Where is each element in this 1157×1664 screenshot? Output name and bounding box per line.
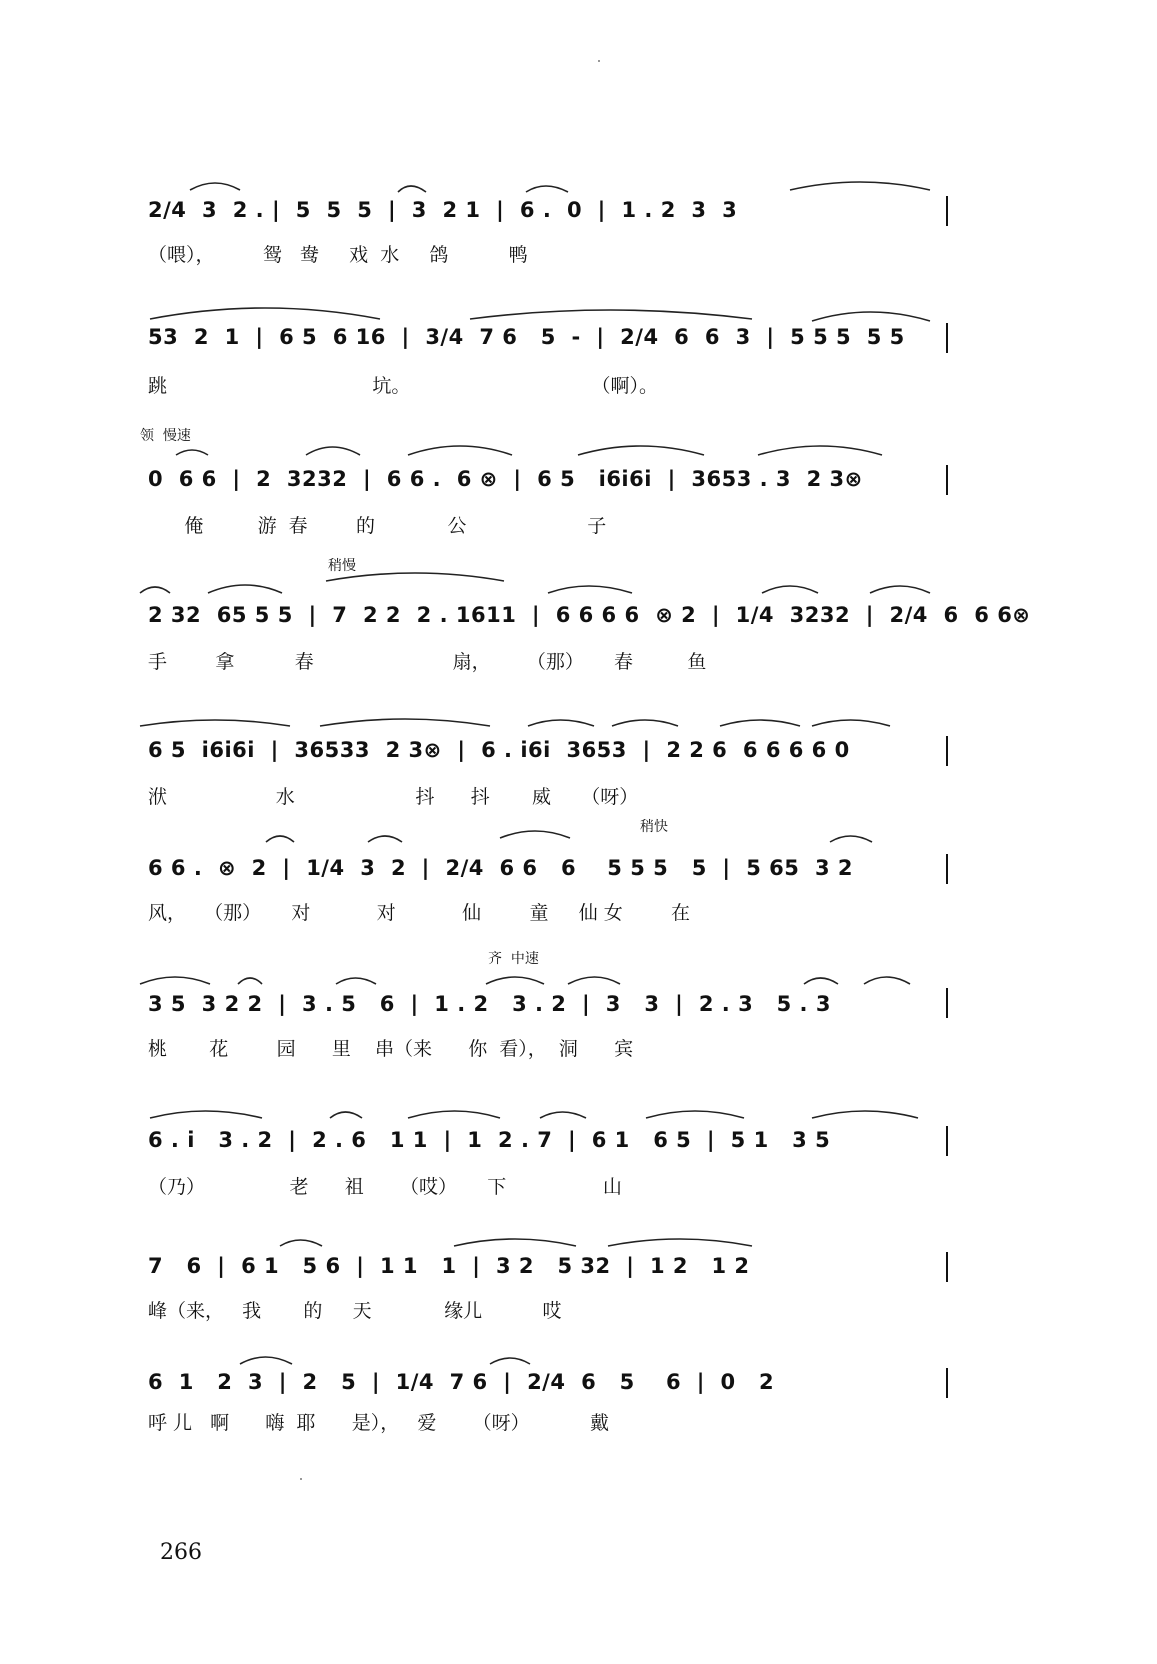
barline — [946, 1252, 948, 1282]
barline — [946, 323, 948, 353]
notation-line: 2 32 65 5 5 | 7 2 2 2 . 1611 | 6 6 6 6 ⊗ 2 | 1/4 3232 | 2/4 6 6 6⊗ — [148, 603, 1031, 627]
scan-speck — [598, 60, 600, 62]
notation-line: 2/4 3 2 . | 5 5 5 | 3 2 1 | 6 . 0 | 1 . 2 3 3 — [148, 198, 738, 222]
lyrics-line: 跳 坑。 （啊）。 — [148, 375, 659, 397]
notation-line: 6 6 . ⊗ 2 | 1/4 3 2 | 2/4 6 6 6 5 5 5 5 | 5 65 3 2 — [148, 856, 854, 880]
notation-line: 6 5 i6i6i | 36533 2 3⊗ | 6 . i6i 3653 | 2 2 6 6 6 6 6 0 — [148, 738, 850, 762]
score-system-2 — [0, 295, 1157, 435]
lyrics-line: 桃 花 园 里 串（来 你 看）， 洞 宾 — [148, 1038, 634, 1060]
barline — [946, 736, 948, 766]
page-number: 266 — [160, 1540, 202, 1565]
lyrics-line: 洑 水 抖 抖 威 （呀） — [148, 786, 639, 808]
score-system-1 — [0, 168, 1157, 308]
score-system-6 — [0, 816, 1157, 956]
barline — [946, 1126, 948, 1156]
lyrics-line: （喂）， 鸳 鸯 戏 水 鸽 鸭 — [148, 244, 528, 266]
lyrics-line: 峰（来， 我 的 天 缘儿 哎 — [148, 1300, 562, 1322]
tempo-marking: 齐 中速 — [488, 951, 539, 967]
lyrics-line: 俺 游 春 的 公 子 — [148, 515, 607, 537]
scan-speck — [300, 1478, 302, 1480]
notation-line: 53 2 1 | 6 5 6 16 | 3/4 7 6 5 - | 2/4 6 6 3 | 5 5 5 5 5 — [148, 325, 905, 349]
score-system-4 — [0, 555, 1157, 695]
notation-line: 0 6 6 | 2 3232 | 6 6 . 6 ⊗ | 6 5 i6i6i | 3653 . 3 2 3⊗ — [148, 467, 863, 491]
score-system-3 — [0, 425, 1157, 565]
tempo-marking: 稍快 — [640, 819, 668, 835]
lyrics-line: （乃） 老 祖 （哎） 下 山 — [148, 1176, 622, 1198]
lyrics-line: 呼 儿 啊 嗨 耶 是）， 爱 （呀） 戴 — [148, 1412, 609, 1434]
tempo-marking: 领 慢速 — [140, 428, 191, 444]
barline — [946, 465, 948, 495]
barline — [946, 854, 948, 884]
lyrics-line: 手 拿 春 扇， （那） 春 鱼 — [148, 651, 707, 673]
notation-line: 7 6 | 6 1 5 6 | 1 1 1 | 3 2 5 32 | 1 2 1 2 — [148, 1254, 750, 1278]
barline — [946, 1368, 948, 1398]
score-system-8 — [0, 1100, 1157, 1240]
notation-line: 6 . i 3 . 2 | 2 . 6 1 1 | 1 2 . 7 | 6 1 6 5 | 5 1 3 5 — [148, 1128, 831, 1152]
tempo-marking: 稍慢 — [328, 558, 356, 574]
barline — [946, 196, 948, 226]
barline — [946, 988, 948, 1018]
lyrics-line: 风， （那） 对 对 仙 童 仙 女 在 — [148, 902, 691, 924]
score-system-7 — [0, 948, 1157, 1088]
notation-line: 6 1 2 3 | 2 5 | 1/4 7 6 | 2/4 6 5 6 | 0 2 — [148, 1370, 775, 1394]
notation-line: 3 5 3 2 2 | 3 . 5 6 | 1 . 2 3 . 2 | 3 3 | 2 . 3 5 . 3 — [148, 992, 831, 1016]
score-system-10 — [0, 1342, 1157, 1482]
